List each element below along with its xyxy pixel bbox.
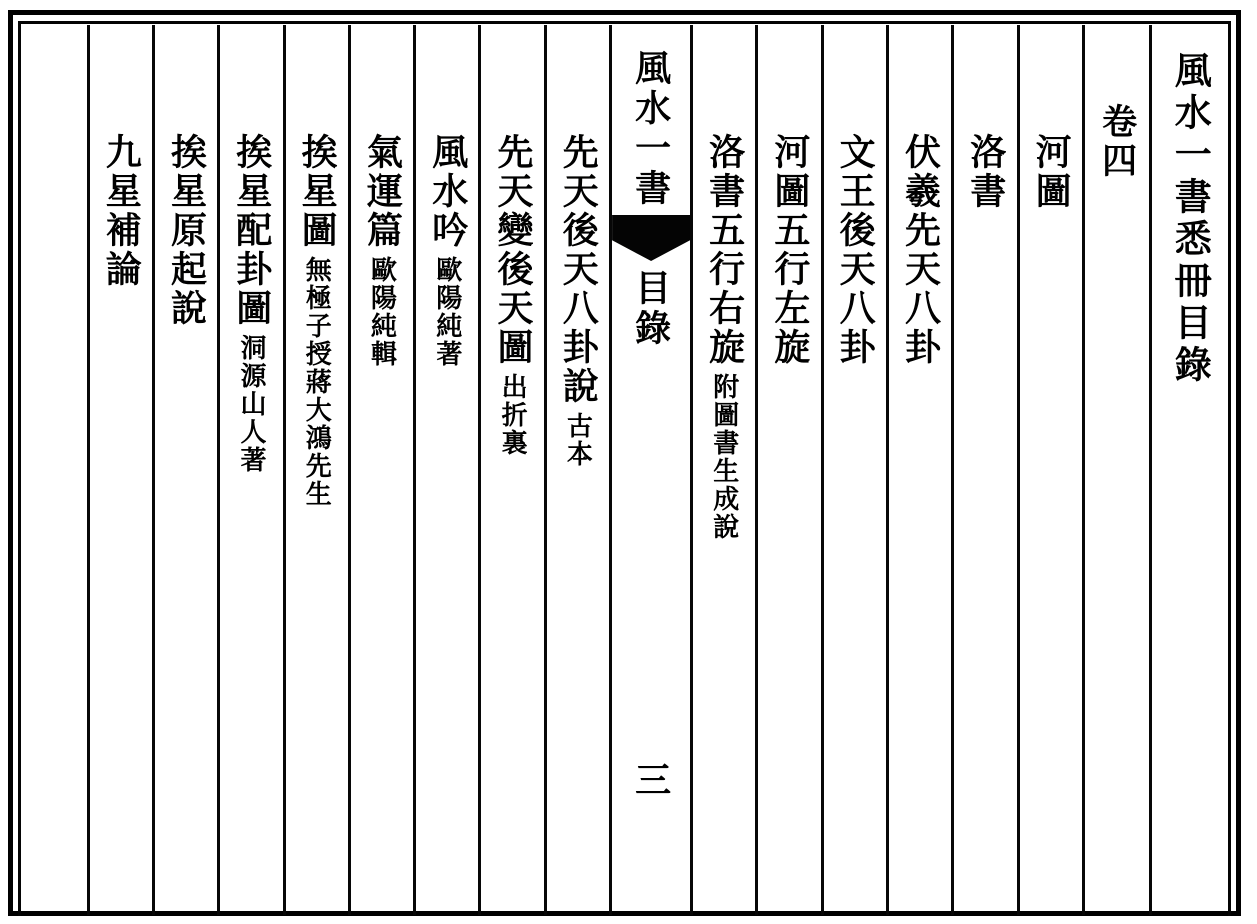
toc-column-blank <box>22 25 87 915</box>
toc-entry-xiantian-houtian-bagua-shuo[interactable] <box>544 25 609 915</box>
toc-entry-label: 挨星原起說 <box>165 133 208 328</box>
toc-entry-note: 歐陽純著 <box>431 256 462 368</box>
toc-entry-hetu-wuxing-zuoxuan[interactable] <box>755 25 820 915</box>
running-head-title: 風水一書 <box>629 49 672 209</box>
toc-entry-label: 先天後天八卦說 <box>557 133 600 406</box>
toc-entry-wenwang-houtian-bagua[interactable] <box>821 25 886 915</box>
toc-entry-label: 氣運篇 <box>361 133 404 250</box>
toc-entry-fengshui-yin[interactable] <box>413 25 478 915</box>
running-head-subtitle: 目錄 <box>629 269 672 349</box>
toc-entry-hetu[interactable] <box>1017 25 1082 915</box>
table-of-contents-columns <box>22 25 1227 915</box>
toc-entry-label: 挨星配卦圖 <box>230 133 273 328</box>
volume-label: 卷四 <box>1096 103 1138 181</box>
toc-entry-note: 出折裏 <box>497 373 528 457</box>
toc-entry-label: 河圖 <box>1030 133 1073 211</box>
toc-entry-label: 挨星圖 <box>296 133 339 250</box>
page-title: 風水一書悉冊目錄 <box>1168 51 1213 387</box>
page-number: 三 <box>629 761 672 797</box>
toc-entry-label: 九星補論 <box>100 133 143 289</box>
toc-column-volume <box>1082 25 1149 915</box>
toc-entry-luoshu[interactable] <box>951 25 1016 915</box>
toc-column-title <box>1149 25 1227 915</box>
toc-entry-qiyun-pian[interactable] <box>348 25 413 915</box>
fishtail-mark-icon <box>612 215 690 261</box>
toc-entry-label: 文王後天八卦 <box>834 133 877 367</box>
toc-entry-label: 先天變後天圖 <box>491 133 534 367</box>
toc-entry-note: 古本 <box>562 412 593 468</box>
toc-entry-label: 風水吟 <box>426 133 469 250</box>
toc-entry-aixing-peigua-tu[interactable] <box>217 25 282 915</box>
toc-entry-xiantian-bian-houtian-tu[interactable] <box>478 25 543 915</box>
toc-entry-note: 歐陽純輯 <box>366 256 397 368</box>
toc-entry-aixing-yuanqi-shuo[interactable] <box>152 25 217 915</box>
toc-entry-fuxi-xiantian-bagua[interactable] <box>886 25 951 915</box>
toc-entry-note: 洞源山人著 <box>235 334 266 474</box>
toc-entry-label: 伏羲先天八卦 <box>899 133 942 367</box>
toc-entry-note: 附圖書生成說 <box>708 373 739 541</box>
toc-entry-jiuxing-bulun[interactable] <box>87 25 152 915</box>
running-head-column <box>609 25 690 915</box>
toc-entry-aixing-tu[interactable] <box>283 25 348 915</box>
toc-entry-label: 洛書 <box>964 133 1007 211</box>
toc-entry-note: 無極子授蔣大鴻先生 <box>301 256 332 508</box>
toc-entry-luoshu-wuxing-youxuan[interactable] <box>690 25 755 915</box>
toc-entry-label: 河圖五行左旋 <box>768 133 811 367</box>
toc-entry-label: 洛書五行右旋 <box>703 133 746 367</box>
